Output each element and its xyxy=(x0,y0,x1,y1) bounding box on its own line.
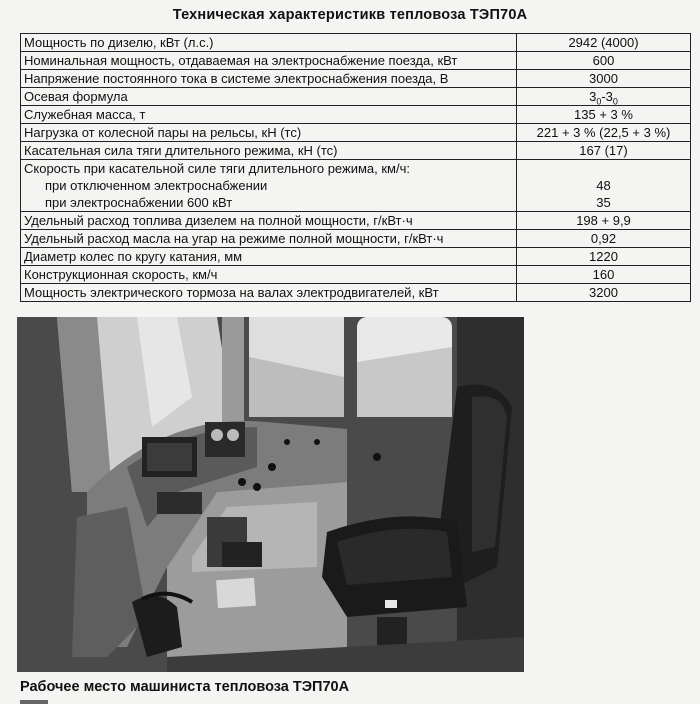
speed-param-heading: Скорость при касательной силе тяги длительного режима, км/ч: xyxy=(24,161,410,176)
speed-value: 48 xyxy=(596,178,611,193)
specs-table xyxy=(20,33,691,302)
param-cell: Нагрузка от колесной пары на рельсы, кН (тс) xyxy=(21,124,517,142)
formula-subscript: 0 xyxy=(596,96,602,107)
value-cell: 167 (17) xyxy=(517,142,691,160)
param-cell: Служебная масса, т xyxy=(21,106,517,124)
page-fragment-mark xyxy=(20,700,48,704)
value-cell: 2942 (4000) xyxy=(517,34,691,52)
table-row xyxy=(21,230,691,248)
param-cell: Конструкционная скорость, км/ч xyxy=(21,266,517,284)
param-cell: Мощность электрического тормоза на валах электродвигателей, кВт xyxy=(21,284,517,302)
param-cell: Диаметр колес по кругу катания, мм xyxy=(21,248,517,266)
speed-value: 35 xyxy=(596,195,611,210)
table-row xyxy=(21,34,691,52)
param-cell: Осевая формула xyxy=(21,88,517,106)
formula-part: 3 xyxy=(589,89,597,104)
table-row xyxy=(21,248,691,266)
value-cell xyxy=(517,160,691,212)
cab-photo-illustration xyxy=(17,317,524,672)
formula-separator: - xyxy=(601,89,606,104)
value-cell: 0,92 xyxy=(517,230,691,248)
value-cell: 1220 xyxy=(517,248,691,266)
param-cell: Удельный расход масла на угар на режиме полной мощности, г/кВт·ч xyxy=(21,230,517,248)
table-row xyxy=(21,266,691,284)
table-row xyxy=(21,52,691,70)
table-row xyxy=(21,88,691,106)
formula-part: 3 xyxy=(605,89,613,104)
value-cell: 198 + 9,9 xyxy=(517,212,691,230)
axle-formula-value xyxy=(517,88,691,106)
photo-caption: Рабочее место машиниста тепловоза ТЭП70А xyxy=(20,679,350,695)
param-cell: Напряжение постоянного тока в системе электроснабжения поезда, В xyxy=(21,70,517,88)
value-cell: 3200 xyxy=(517,284,691,302)
param-cell: Удельный расход топлива дизелем на полной мощности, г/кВт·ч xyxy=(21,212,517,230)
table-row xyxy=(21,106,691,124)
param-cell xyxy=(21,160,517,212)
table-row xyxy=(21,284,691,302)
param-cell: Касательная сила тяги длительного режима, кН (тс) xyxy=(21,142,517,160)
value-cell: 3000 xyxy=(517,70,691,88)
cab-photo xyxy=(17,317,524,672)
table-row xyxy=(21,212,691,230)
value-cell: 160 xyxy=(517,266,691,284)
table-row xyxy=(21,70,691,88)
speed-sub-param: при отключенном электроснабжении xyxy=(45,178,268,193)
value-cell: 221 + 3 % (22,5 + 3 %) xyxy=(517,124,691,142)
table-row xyxy=(21,160,691,212)
speed-sub-param: при электроснабжении 600 кВт xyxy=(45,195,233,210)
param-cell: Мощность по дизелю, кВт (л.с.) xyxy=(21,34,517,52)
document-title: Техническая характеристикв тепловоза ТЭП70А xyxy=(172,7,528,23)
param-cell: Номинальная мощность, отдаваемая на электроснабжение поезда, кВт xyxy=(21,52,517,70)
table-row xyxy=(21,142,691,160)
value-cell: 600 xyxy=(517,52,691,70)
formula-subscript: 0 xyxy=(612,96,618,107)
table-row xyxy=(21,124,691,142)
value-cell: 135 + 3 % xyxy=(517,106,691,124)
